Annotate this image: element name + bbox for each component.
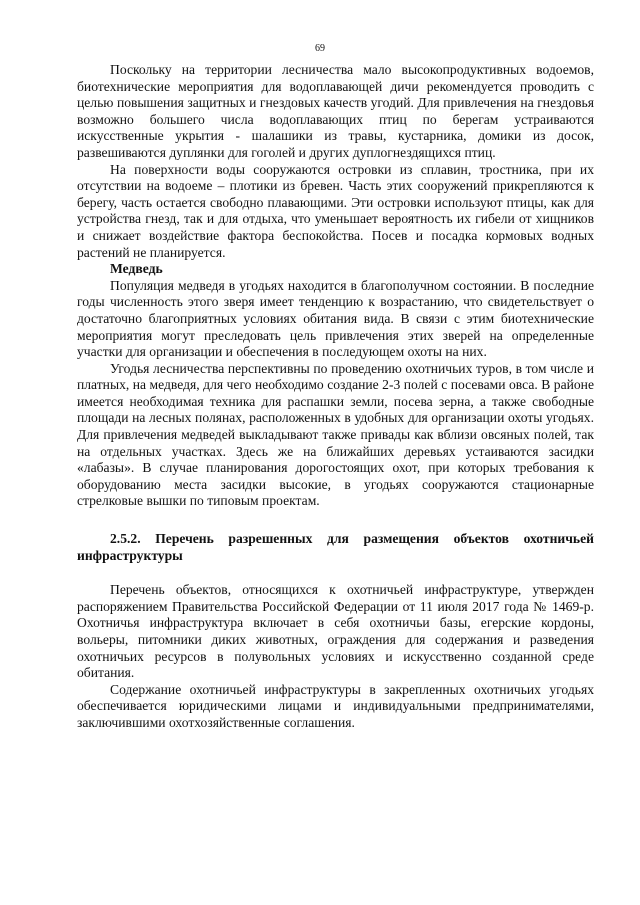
subheading-bear: Медведь: [110, 261, 163, 277]
document-body: [77, 62, 594, 732]
paragraph-infrastructure-maintenance: Содержание охотничьей инфраструктуры в закрепленных охотничьих угодьях обеспечивается юридическими лицами и индивидуальными предпринимателями, заключившими охотхозяйственные соглашения.: [77, 681, 594, 730]
section-heading-infrastructure: 2.5.2. Перечень разрешенных для размещения объектов охотничьей инфраструктуры: [77, 531, 594, 563]
page-number: 69: [315, 43, 325, 54]
paragraph-bear-tours: Угодья лесничества перспективны по проведению охотничьих туров, в том числе и платных, на медведя, для чего необходимо создание 2-3 полей с посевами овса. В районе имеется необходимая техника для распашки земли, посева зерна, а также свободные площади на лесных полянах, расположенных в удобных для организации охоты угодьях. Для привлечения медведей выкладывают также привады как вблизи овсяных полей, так на отдельных участках. Здесь же на ближайших деревьях устаиваются засидки «лабазы». В случае планирования дорогостоящих охот, при которых требования к оборудованию места засидки высокие, в угодьях сооружаются стационарные стрелковые вышки по типовым проектам.: [77, 360, 594, 509]
paragraph-infrastructure-list: Перечень объектов, относящихся к охотничьей инфраструктуре, утвержден распоряжением Правительства Российской Федерации от 11 июля 2017 года № 1469-р. Охотничья инфраструктура включает в себя охотничьи базы, егерские кордоны, вольеры, питомники диких животных, ограждения для содержания и разведения охотничьих ресурсов в полувольных условиях и искусственно созданной среде обитания.: [77, 582, 594, 681]
paragraph-bear-population: Популяция медведя в угодьях находится в благополучном состоянии. В последние годы численность этого зверя имеет тенденцию к возрастанию, что свидетельствует о достаточно благоприятных условиях обитания вида. В связи с этим биотехнические мероприятия могут преследовать цель привлечения этих зверей на определенные участки для организации и обеспечения в последующем охоты на них.: [77, 277, 594, 360]
paragraph-waterfowl-measures: Поскольку на территории лесничества мало высокопродуктивных водоемов, биотехнические мероприятия для водоплавающей дичи рекомендуется проводить с целью повышения защитных и гнездовых качеств угодий. Для привлечения на гнездовья возможно большего числа водоплавающих птиц по берегам устраиваются искусственные укрытия - шалашики из травы, кустарника, домики из досок, развешиваются дуплянки для гоголей и других дуплогнездящихся птиц.: [77, 62, 594, 160]
paragraph-islands: На поверхности воды сооружаются островки из сплавин, тростника, при их отсутствии на водоеме – плотики из бревен. Часть этих сооружений прикрепляются к берегу, часть остается свободно плавающими. Эти островки используют птицы, как для устройства гнезд, так и для отдыха, что уменьшает вероятность их гибели от хищников и снижает воздействие фактора беспокойства. Посев и посадка кормовых водных растений не планируется.: [77, 161, 594, 260]
